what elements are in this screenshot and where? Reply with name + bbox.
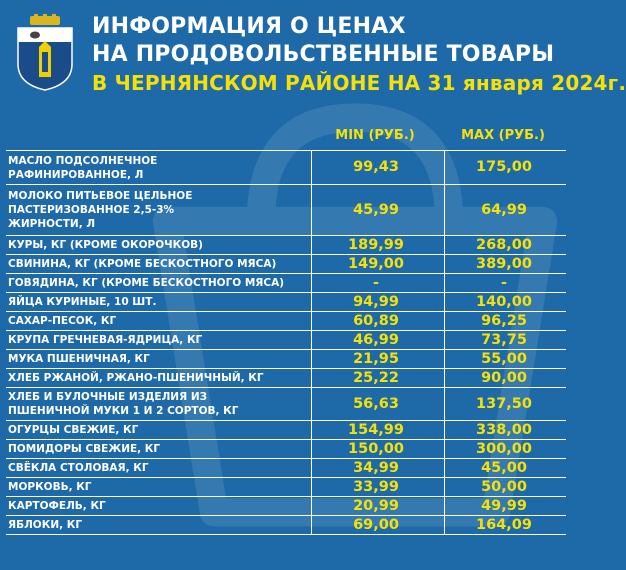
product-name: ХЛЕБ РЖАНОЙ, РЖАНО-ПШЕНИЧНЫЙ, КГ	[8, 372, 264, 384]
col-header-max: MAX (РУБ.)	[461, 128, 545, 143]
min-price: 56,63	[311, 388, 440, 420]
min-price: 149,00	[311, 255, 440, 273]
max-price: 140,00	[444, 293, 563, 311]
table-row	[6, 185, 566, 236]
product-name: ПОМИДОРЫ СВЕЖИЕ, КГ	[8, 443, 161, 455]
product-name: КРУПА ГРЕЧНЕВАЯ-ЯДРИЦА, КГ	[8, 334, 203, 346]
product-name: МУКА ПШЕНИЧНАЯ, КГ	[8, 353, 150, 365]
product-name: КУРЫ, КГ (КРОМЕ ОКОРОЧКОВ)	[8, 239, 203, 251]
table-row	[6, 150, 566, 185]
table-row	[6, 331, 566, 350]
table-row	[6, 497, 566, 516]
table-rows	[6, 150, 566, 535]
table-row	[6, 236, 566, 255]
title-line-2: НА ПРОДОВОЛЬСТВЕННЫЕ ТОВАРЫ	[92, 42, 555, 67]
min-price: 20,99	[311, 497, 440, 515]
product-name: ЯБЛОКИ, КГ	[8, 519, 83, 531]
table-row	[6, 388, 566, 421]
product-name: МАСЛО ПОДСОЛНЕЧНОЕ РАФИНИРОВАННОЕ, Л	[8, 154, 158, 181]
product-name: МОРКОВЬ, КГ	[8, 481, 92, 493]
max-price: 73,75	[444, 331, 563, 349]
col-header-min: MIN (РУБ.)	[335, 128, 415, 143]
product-name: ХЛЕБ И БУЛОЧНЫЕ ИЗДЕЛИЯ ИЗ ПШЕНИЧНОЙ МУКИ 1 И 2 СОРТОВ, КГ	[8, 391, 239, 417]
max-price: 45,00	[444, 459, 563, 477]
product-name: САХАР-ПЕСОК, КГ	[8, 315, 117, 327]
product-name: МОЛОКО ПИТЬЕВОЕ ЦЕЛЬНОЕ ПАСТЕРИЗОВАННОЕ 2,5-3% ЖИРНОСТИ, Л	[8, 190, 193, 230]
min-price: 69,00	[311, 516, 440, 534]
min-price: 21,95	[311, 350, 440, 368]
product-name: ОГУРЦЫ СВЕЖИЕ, КГ	[8, 424, 139, 436]
max-price: 64,99	[444, 185, 563, 235]
product-name: СВИНИНА, КГ (КРОМЕ БЕСКОСТНОГО МЯСА)	[8, 258, 277, 270]
min-price: 46,99	[311, 331, 440, 349]
min-price: 25,22	[311, 369, 440, 387]
max-price: 49,99	[444, 497, 563, 515]
table-row	[6, 255, 566, 274]
table-row	[6, 293, 566, 312]
table-row	[6, 312, 566, 331]
max-price: 268,00	[444, 236, 563, 254]
min-price: 99,43	[311, 151, 440, 184]
min-price: 34,99	[311, 459, 440, 477]
min-price: 94,99	[311, 293, 440, 311]
max-price: 175,00	[444, 151, 563, 184]
title-line-1: ИНФОРМАЦИЯ О ЦЕНАХ	[92, 14, 406, 39]
table-row	[6, 421, 566, 440]
table-row	[6, 369, 566, 388]
max-price: -	[444, 274, 563, 292]
table-row	[6, 459, 566, 478]
max-price: 389,00	[444, 255, 563, 273]
table-row	[6, 350, 566, 369]
max-price: 164,09	[444, 516, 563, 534]
title-line-3: В ЧЕРНЯНСКОМ РАЙОНЕ НА 31 января 2024г.	[92, 71, 626, 95]
min-price: 60,89	[311, 312, 440, 330]
min-price: 189,99	[311, 236, 440, 254]
product-name: ГОВЯДИНА, КГ (КРОМЕ БЕСКОСТНОГО МЯСА)	[8, 277, 285, 289]
product-name: КАРТОФЕЛЬ, КГ	[8, 500, 106, 512]
min-price: 154,99	[311, 421, 440, 439]
max-price: 50,00	[444, 478, 563, 496]
table-row	[6, 440, 566, 459]
min-price: -	[311, 274, 440, 292]
table-row	[6, 274, 566, 293]
max-price: 90,00	[444, 369, 563, 387]
max-price: 55,00	[444, 350, 563, 368]
table-row	[6, 516, 566, 535]
min-price: 150,00	[311, 440, 440, 458]
min-price: 45,99	[311, 185, 440, 235]
coat-of-arms-icon	[14, 14, 76, 92]
table-row	[6, 478, 566, 497]
max-price: 137,50	[444, 388, 563, 420]
product-name: СВЁКЛА СТОЛОВАЯ, КГ	[8, 462, 149, 474]
max-price: 338,00	[444, 421, 563, 439]
product-name: ЯЙЦА КУРИНЫЕ, 10 ШТ.	[8, 296, 157, 308]
max-price: 300,00	[444, 440, 563, 458]
max-price: 96,25	[444, 312, 563, 330]
min-price: 33,99	[311, 478, 440, 496]
header	[0, 0, 626, 110]
